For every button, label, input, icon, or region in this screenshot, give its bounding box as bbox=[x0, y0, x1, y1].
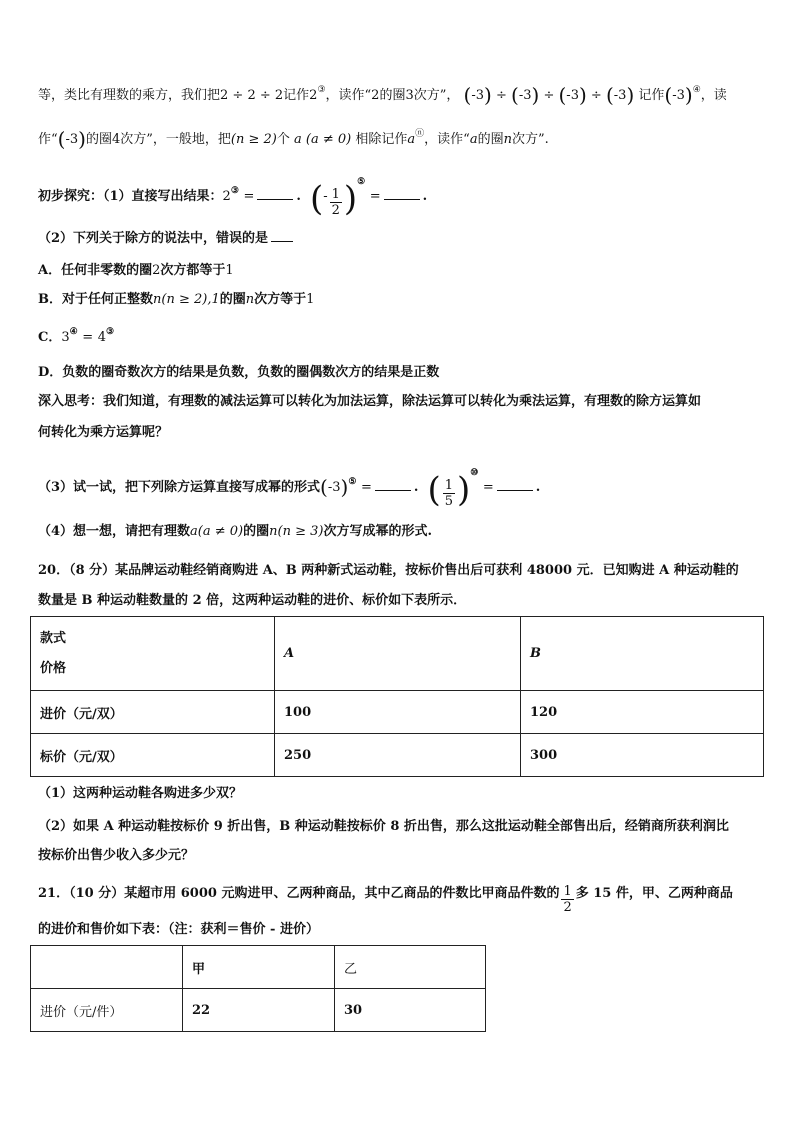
question-text: 的圈 bbox=[243, 524, 270, 539]
equals-sign: = bbox=[482, 480, 494, 495]
intro-text: ，读作“2的圈3次方”， bbox=[325, 88, 460, 103]
math-number: 1 bbox=[225, 263, 234, 278]
problem-text: 21．（10 分）某超市用 6000 元购进甲、乙两种商品，其中乙商品的件数比甲商品件数的 bbox=[38, 886, 560, 901]
problem-text: 20．（8 分）某品牌运动鞋经销商购进 A、B 两种新式运动鞋，按标价售出后可获利 48000 元．已知购进 A 种运动鞋的 bbox=[38, 563, 739, 578]
math-condition: a(a ≠ 0) bbox=[190, 524, 244, 539]
equals-sign: = bbox=[369, 189, 381, 204]
table-row bbox=[31, 734, 764, 777]
circle-exponent: ⑩ bbox=[470, 468, 479, 478]
paren: ( bbox=[664, 83, 673, 107]
problem-text: 的进价和售价如下表：（注：获利＝售价 - 进价） bbox=[38, 922, 319, 937]
header-style-label: 款式 bbox=[40, 630, 67, 646]
intro-text: ，读 bbox=[700, 88, 727, 103]
shoe-price-table bbox=[30, 616, 764, 777]
minus-sign: - bbox=[323, 189, 328, 204]
math-number: -3 bbox=[327, 480, 341, 495]
paren: ( bbox=[309, 179, 324, 219]
paren: ) bbox=[626, 83, 635, 107]
circle-exponent: ③ bbox=[230, 186, 239, 196]
table-cell: 100 bbox=[275, 691, 521, 734]
paragraph-text: 深入思考：我们知道，有理数的减法运算可以转化为加法运算，除法运算可以转化为乘法运算，有理数的除方运算如 bbox=[38, 394, 702, 409]
punctuation: . bbox=[535, 480, 541, 495]
table-cell: 300 bbox=[521, 734, 764, 777]
circle-exponent: ④ bbox=[692, 85, 701, 95]
intro-text: 作“ bbox=[38, 132, 58, 147]
table-cell: 120 bbox=[521, 691, 764, 734]
circle-exponent: ③ bbox=[317, 85, 326, 95]
divide-sign: ÷ bbox=[495, 88, 507, 103]
paren: ( bbox=[427, 470, 441, 510]
math-base: 2 bbox=[222, 189, 231, 204]
table-cell: 22 bbox=[183, 989, 335, 1032]
table-header-row bbox=[31, 617, 764, 691]
fraction-numerator: 1 bbox=[444, 478, 453, 493]
column-header-a: A bbox=[275, 617, 521, 691]
paren: ) bbox=[484, 83, 492, 107]
question-4 bbox=[38, 523, 432, 541]
option-text: C． bbox=[38, 330, 62, 345]
fraction-denominator: 2 bbox=[563, 900, 572, 915]
fraction-numerator: 1 bbox=[563, 884, 572, 899]
column-header-b: B bbox=[521, 617, 764, 691]
question-text: 次方写成幂的形式. bbox=[323, 524, 432, 539]
intro-text: 记作 bbox=[283, 88, 310, 103]
answer-blank[interactable] bbox=[384, 187, 420, 200]
math-condition: (n ≥ 2) bbox=[230, 132, 277, 147]
question-3 bbox=[38, 468, 541, 510]
question-text: （4）想一想，请把有理数 bbox=[38, 524, 191, 539]
deep-thought-line-1 bbox=[38, 393, 701, 411]
circle-exponent: ③ bbox=[105, 327, 115, 337]
table-header-corner bbox=[31, 946, 183, 989]
option-text: B．对于任何正整数 bbox=[38, 292, 153, 307]
math-variable: n bbox=[503, 132, 512, 147]
intro-text: ，读作“ bbox=[424, 132, 470, 147]
paren: ( bbox=[605, 83, 614, 107]
paren: ( bbox=[57, 127, 66, 151]
math-number: -3 bbox=[566, 88, 579, 103]
math-base: 4 bbox=[97, 330, 106, 345]
math-variable: a bbox=[407, 132, 416, 147]
table-row bbox=[31, 989, 486, 1032]
paren: ) bbox=[340, 475, 349, 499]
problem-text: 数量是 B 种运动鞋数量的 2 倍，这两种运动鞋的进价、标价如下表所示． bbox=[38, 593, 467, 608]
equals-sign: = bbox=[243, 189, 255, 204]
option-d bbox=[38, 364, 439, 382]
fraction-denominator: 2 bbox=[331, 203, 340, 218]
option-text: 次方等于 bbox=[254, 292, 307, 307]
question-2-stem bbox=[38, 229, 296, 248]
answer-blank[interactable] bbox=[375, 478, 411, 491]
paren: ( bbox=[558, 83, 567, 107]
row-label: 进价（元/件） bbox=[31, 989, 183, 1032]
option-text: A．任何非零数的圈 bbox=[38, 263, 153, 278]
question-text: （2）如果 A 种运动鞋按标价 9 折出售，B 种运动鞋按标价 8 折出售，那么这批运动鞋全部售出后，经销商所获利润比 bbox=[38, 819, 729, 834]
answer-blank[interactable] bbox=[497, 478, 533, 491]
intro-text: 相除记作 bbox=[355, 132, 408, 147]
divide-sign: ÷ bbox=[590, 88, 602, 103]
intro-text: 等，类比有理数的乘方，我们把 bbox=[38, 88, 221, 103]
circle-exponent: ⑤ bbox=[348, 477, 357, 487]
question-1 bbox=[38, 177, 428, 219]
problem-20-q2-line-2 bbox=[38, 847, 194, 865]
column-header-jia: 甲 bbox=[183, 946, 335, 989]
intro-text: 的圈 bbox=[477, 132, 504, 147]
paren: ) bbox=[343, 179, 358, 219]
paren: ) bbox=[531, 83, 540, 107]
table-cell: 30 bbox=[335, 989, 486, 1032]
paren: ) bbox=[457, 470, 471, 510]
paren: ( bbox=[320, 475, 328, 499]
fraction bbox=[443, 478, 455, 509]
math-variable: n bbox=[245, 292, 255, 307]
intro-text: 记作 bbox=[638, 88, 665, 103]
intro-text: 次方”. bbox=[511, 132, 549, 147]
problem-21-line-1 bbox=[38, 884, 733, 915]
answer-blank[interactable] bbox=[257, 187, 293, 200]
circle-exponent: ⑤ bbox=[357, 177, 366, 187]
column-header-yi: 乙 bbox=[335, 946, 486, 989]
answer-blank[interactable] bbox=[271, 229, 293, 242]
paren: ) bbox=[578, 83, 587, 107]
option-b bbox=[38, 291, 314, 309]
math-condition: (a ≠ 0) bbox=[305, 132, 352, 147]
option-text: 的圈 bbox=[219, 292, 246, 307]
paren: ( bbox=[463, 83, 472, 107]
problem-20-line-2 bbox=[38, 592, 466, 610]
table-row bbox=[31, 691, 764, 734]
problem-text: 多 15 件，甲、乙两种商品 bbox=[575, 886, 733, 901]
math-number: -3 bbox=[672, 88, 685, 103]
fraction bbox=[561, 884, 573, 915]
paragraph-text: 何转化为乘方运算呢？ bbox=[38, 425, 169, 440]
fraction-numerator: 1 bbox=[331, 187, 340, 202]
math-base: 2 bbox=[309, 88, 318, 103]
math-number: -3 bbox=[65, 132, 79, 147]
question-text: （1）这两种运动鞋各购进多少双？ bbox=[38, 786, 243, 801]
header-price-label: 价格 bbox=[40, 660, 67, 676]
intro-line-1 bbox=[38, 83, 727, 107]
goods-price-table bbox=[30, 945, 486, 1032]
math-condition: n(n ≥ 2),1 bbox=[153, 292, 220, 307]
table-header-row bbox=[31, 946, 486, 989]
punctuation: . bbox=[296, 189, 301, 204]
circle-exponent: ④ bbox=[69, 327, 78, 337]
math-number: -3 bbox=[613, 88, 627, 103]
row-label: 进价（元/双） bbox=[31, 691, 275, 734]
math-number: -3 bbox=[518, 88, 532, 103]
equals-sign: = bbox=[82, 330, 94, 345]
intro-line-2 bbox=[38, 127, 549, 151]
divide-sign: ÷ bbox=[543, 88, 555, 103]
punctuation: . bbox=[413, 480, 419, 495]
math-number: 2 bbox=[152, 263, 161, 278]
fraction-denominator: 5 bbox=[444, 494, 453, 509]
equals-sign: = bbox=[360, 480, 372, 495]
option-c bbox=[38, 329, 114, 347]
option-text: D．负数的圈奇数次方的结果是负数，负数的圈偶数次方的结果是正数 bbox=[38, 365, 440, 380]
problem-20-line-1 bbox=[38, 562, 739, 580]
table-header-corner bbox=[31, 617, 275, 691]
row-label: 标价（元/双） bbox=[31, 734, 275, 777]
problem-21-line-2 bbox=[38, 921, 319, 939]
math-variable: a bbox=[469, 132, 478, 147]
math-base: 3 bbox=[61, 330, 70, 345]
math-number: -3 bbox=[471, 88, 484, 103]
question-label: 初步探究：（1）直接写出结果： bbox=[38, 189, 223, 204]
option-text: 次方都等于 bbox=[160, 263, 226, 278]
problem-20-q2-line-1 bbox=[38, 818, 729, 836]
fraction bbox=[330, 187, 342, 218]
question-stem: （2）下列关于除方的说法中，错误的是 bbox=[38, 231, 269, 246]
deep-thought-line-2 bbox=[38, 424, 168, 442]
paren: ) bbox=[78, 127, 86, 151]
punctuation: . bbox=[422, 189, 428, 204]
math-expression: 2 ÷ 2 ÷ 2 bbox=[220, 88, 284, 103]
paren: ) bbox=[684, 83, 693, 107]
intro-text: 个 bbox=[276, 132, 290, 147]
math-number: 1 bbox=[306, 292, 315, 307]
problem-20-q1 bbox=[38, 785, 242, 803]
question-label: （3）试一试，把下列除方运算直接写成幂的形式 bbox=[38, 480, 321, 495]
table-cell: 250 bbox=[275, 734, 521, 777]
option-a bbox=[38, 262, 234, 280]
paren: ( bbox=[511, 83, 519, 107]
math-condition: n(n ≥ 3) bbox=[269, 524, 324, 539]
math-variable: a bbox=[293, 132, 302, 147]
circle-exponent: ⓝ bbox=[415, 129, 425, 139]
question-text: 按标价出售少收入多少元？ bbox=[38, 848, 195, 863]
intro-text: 的圈4次方”，一般地，把 bbox=[85, 132, 231, 147]
